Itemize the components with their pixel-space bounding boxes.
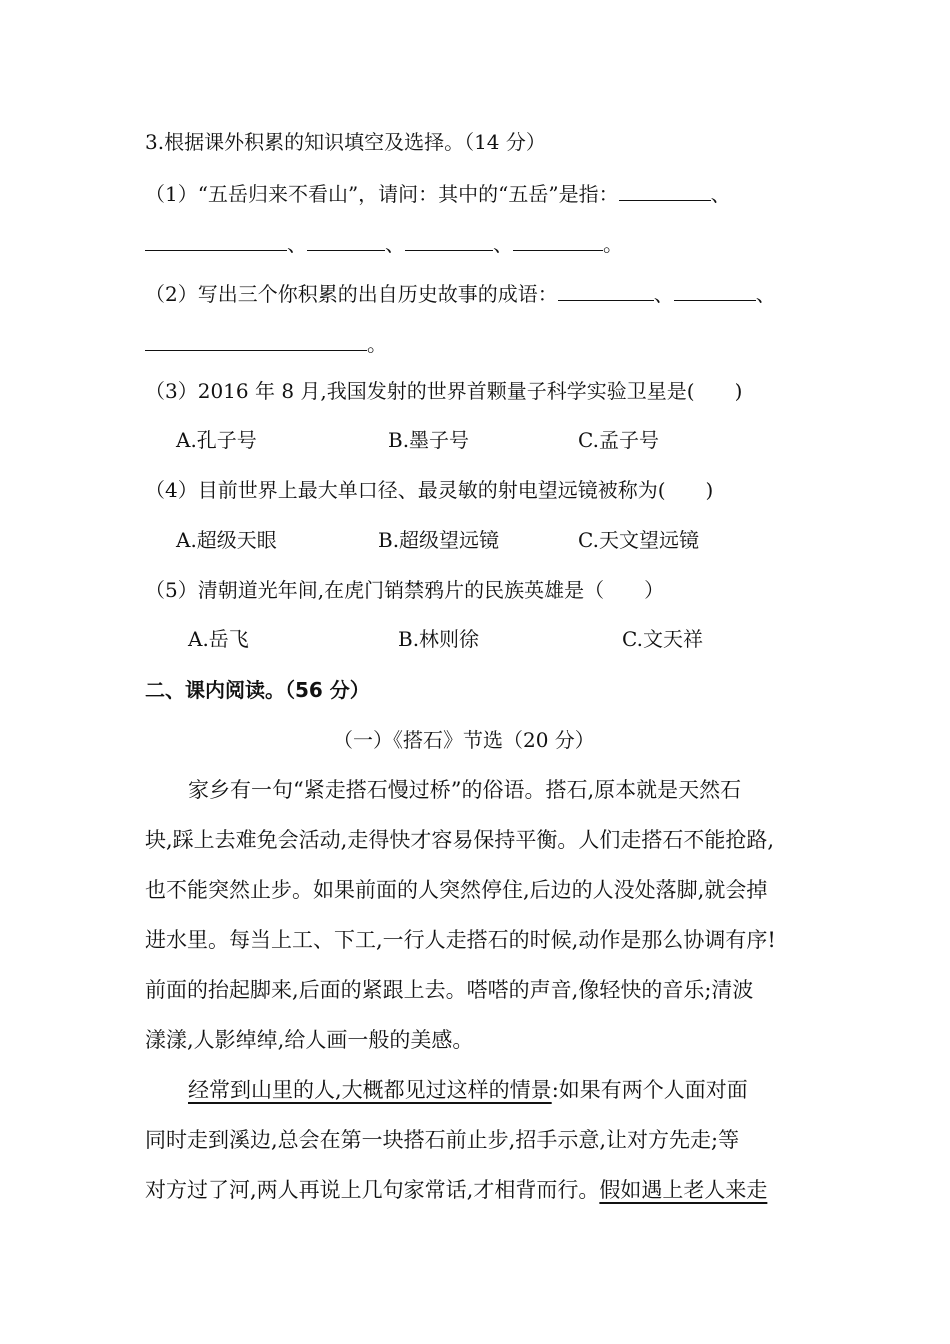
option-a[interactable]: A.岳飞 xyxy=(188,627,249,651)
separator: 、 xyxy=(755,282,776,306)
end-mark: 。 xyxy=(367,332,387,356)
q3-sub1-text: （1）“五岳归来不看山”，请问：其中的“五岳”是指： xyxy=(145,182,619,206)
option-c[interactable]: C.文天祥 xyxy=(622,627,703,651)
passage-line: 进水里。每当上工、下工,一行人走搭石的时候,动作是那么协调有序! xyxy=(145,928,776,952)
q3-sub2-text: （2）写出三个你积累的出自历史故事的成语： xyxy=(145,282,558,306)
option-b[interactable]: B.超级望远镜 xyxy=(378,528,500,552)
separator: 、 xyxy=(653,282,674,306)
separator: 、 xyxy=(710,182,731,206)
separator: 、 xyxy=(493,232,513,256)
passage-line: 家乡有一句“紧走搭石慢过桥”的俗语。搭石,原本就是天然石 xyxy=(188,778,742,802)
answer-blank[interactable] xyxy=(145,330,367,351)
passage-text: :如果有两个人面对面 xyxy=(551,1078,748,1102)
option-a[interactable]: A.超级天眼 xyxy=(176,528,277,552)
answer-blank[interactable] xyxy=(558,280,654,301)
passage-line xyxy=(145,1176,767,1204)
option-c[interactable]: C.孟子号 xyxy=(578,428,659,452)
passage-line xyxy=(188,1076,748,1104)
q3-sub3: （3）2016 年 8 月,我国发射的世界首颗量子科学实验卫星是( ) xyxy=(145,379,743,403)
underlined-sentence: 假如遇上老人来走 xyxy=(599,1178,768,1202)
q3-sub2 xyxy=(145,280,776,308)
option-b[interactable]: B.林则徐 xyxy=(398,627,480,651)
q3-sub2-blank xyxy=(145,330,387,358)
q3-sub4: （4）目前世界上最大单口径、最灵敏的射电望远镜被称为( ) xyxy=(145,478,714,502)
answer-blank[interactable] xyxy=(307,230,385,251)
underlined-sentence: 经常到山里的人,大概都见过这样的情景 xyxy=(188,1078,552,1102)
answer-blank[interactable] xyxy=(674,280,756,301)
separator: 、 xyxy=(287,232,307,256)
answer-blank[interactable] xyxy=(145,230,287,251)
passage-line: 同时走到溪边,总会在第一块搭石前止步,招手示意,让对方先走;等 xyxy=(145,1128,740,1152)
option-b[interactable]: B.墨子号 xyxy=(388,428,470,452)
q3-sub1 xyxy=(145,180,731,208)
passage-line: 也不能突然止步。如果前面的人突然停住,后边的人没处落脚,就会掉 xyxy=(145,878,768,902)
answer-blank[interactable] xyxy=(405,230,493,251)
end-mark: 。 xyxy=(603,232,623,256)
passage-text: 对方过了河,两人再说上几句家常话,才相背而行。 xyxy=(145,1178,600,1202)
section-heading: 二、课内阅读。（56 分） xyxy=(145,678,370,702)
option-c[interactable]: C.天文望远镜 xyxy=(578,528,699,552)
q3-sub5: （5）清朝道光年间,在虎门销禁鸦片的民族英雄是（ ） xyxy=(145,578,665,602)
passage-line: 漾漾,人影绰绰,给人画一般的美感。 xyxy=(145,1028,474,1052)
passage-title: （一）《搭石》节选（20 分） xyxy=(333,728,595,752)
separator: 、 xyxy=(385,232,405,256)
answer-blank[interactable] xyxy=(619,180,711,201)
q3-sub1-blanks xyxy=(145,230,623,258)
passage-line: 前面的抬起脚来,后面的紧跟上去。嗒嗒的声音,像轻快的音乐;清波 xyxy=(145,978,754,1002)
passage-line: 块,踩上去难免会活动,走得快才容易保持平衡。人们走搭石不能抢路, xyxy=(145,828,775,852)
option-a[interactable]: A.孔子号 xyxy=(176,428,257,452)
q3-title: 3.根据课外积累的知识填空及选择。（14 分） xyxy=(145,130,546,154)
answer-blank[interactable] xyxy=(513,230,603,251)
